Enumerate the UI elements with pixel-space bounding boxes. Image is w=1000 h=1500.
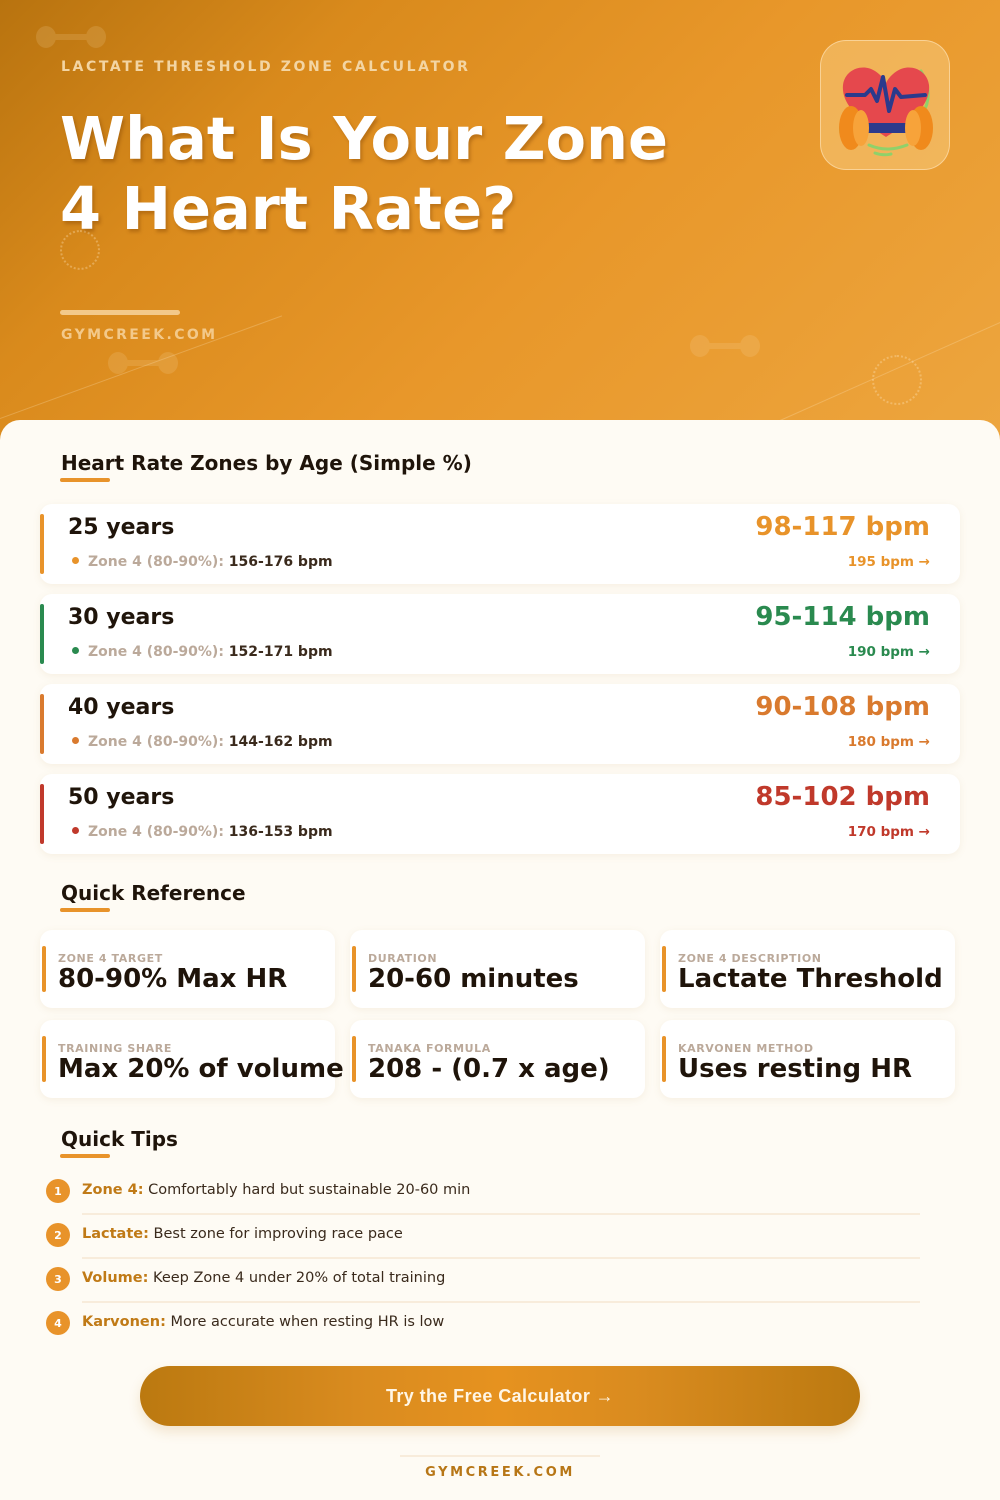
accent-bar	[42, 946, 46, 992]
tip-text	[82, 1182, 470, 1198]
zone4-label: Zone 4 (80-90%):	[88, 644, 224, 660]
zone4-label: Zone 4 (80-90%):	[88, 824, 224, 840]
ref-value: 80-90% Max HR	[58, 964, 288, 994]
zone4-line	[72, 644, 333, 660]
ref-value: Max 20% of volume	[58, 1054, 344, 1084]
tip-item	[46, 1310, 920, 1354]
tip-number-badge: 1	[46, 1179, 70, 1203]
zone-card-50	[40, 774, 960, 854]
tip-divider	[82, 1301, 920, 1303]
accent-bar	[352, 946, 356, 992]
reference-section-title: Quick Reference	[61, 881, 246, 905]
bullet-dot-icon	[72, 737, 79, 744]
heart-dumbbell-icon	[820, 40, 950, 170]
max-hr-link: 170 bpm →	[847, 824, 930, 840]
ref-card-zone4-target	[40, 930, 335, 1008]
tip-key: Lactate:	[82, 1226, 149, 1242]
tip-number-badge: 4	[46, 1311, 70, 1335]
ref-label: TRAINING SHARE	[58, 1042, 172, 1055]
accent-bar	[40, 604, 44, 664]
tip-number-badge: 2	[46, 1223, 70, 1247]
zone4-label: Zone 4 (80-90%):	[88, 734, 224, 750]
ref-card-karvonen-method	[660, 1020, 955, 1098]
dumbbell-decoration-icon	[690, 335, 760, 357]
tips-section-underline	[60, 1154, 110, 1158]
age-label: 25 years	[68, 515, 175, 540]
tip-divider	[82, 1257, 920, 1259]
zone4-line	[72, 824, 333, 840]
footer-site-label: GYMCREEK.COM	[425, 1465, 575, 1480]
zones-section-underline	[60, 478, 110, 482]
age-label: 40 years	[68, 695, 175, 720]
max-hr-link: 180 bpm →	[847, 734, 930, 750]
bullet-dot-icon	[72, 557, 79, 564]
tip-key: Zone 4:	[82, 1182, 144, 1198]
tip-item	[46, 1222, 920, 1266]
zone4-label: Zone 4 (80-90%):	[88, 554, 224, 570]
tips-section-title: Quick Tips	[61, 1127, 178, 1151]
accent-bar	[662, 946, 666, 992]
try-calculator-button[interactable]: Try the Free Calculator →	[140, 1366, 860, 1426]
accent-bar	[40, 784, 44, 844]
bullet-dot-icon	[72, 827, 79, 834]
tip-number-badge: 3	[46, 1267, 70, 1291]
ref-label: ZONE 4 TARGET	[58, 952, 163, 965]
zone4-value: 144-162 bpm	[228, 734, 333, 750]
ref-card-zone4-description	[660, 930, 955, 1008]
dumbbell-decoration-icon	[108, 352, 178, 374]
hero-divider	[60, 310, 180, 315]
zone4-value: 152-171 bpm	[228, 644, 333, 660]
age-label: 50 years	[68, 785, 175, 810]
zone4-value: 156-176 bpm	[228, 554, 333, 570]
zone-card-25	[40, 504, 960, 584]
tip-body: Comfortably hard but sustainable 20-60 min	[143, 1182, 471, 1198]
footer-divider	[400, 1455, 600, 1457]
ref-label: DURATION	[368, 952, 438, 965]
tip-body: Best zone for improving race pace	[148, 1226, 403, 1242]
accent-bar	[352, 1036, 356, 1082]
hr-range: 95-114 bpm	[755, 602, 930, 632]
zone4-value: 136-153 bpm	[228, 824, 333, 840]
hr-range: 98-117 bpm	[755, 512, 930, 542]
title-line-2: 4 Heart Rate?	[60, 174, 517, 243]
zone-card-40	[40, 684, 960, 764]
tip-text	[82, 1270, 445, 1286]
reference-section-underline	[60, 908, 110, 912]
ref-label: TANAKA FORMULA	[368, 1042, 491, 1055]
tip-body: More accurate when resting HR is low	[165, 1314, 445, 1330]
ref-value: 208 - (0.7 x age)	[368, 1054, 610, 1084]
ref-card-training-share	[40, 1020, 344, 1098]
ref-value: 20-60 minutes	[368, 964, 579, 994]
hero-site-label: GYMCREEK.COM	[61, 327, 218, 343]
zone4-line	[72, 734, 333, 750]
tip-key: Karvonen:	[82, 1314, 166, 1330]
ring-decoration-icon	[872, 355, 922, 405]
zone-card-30	[40, 594, 960, 674]
ref-card-tanaka-formula	[350, 1020, 645, 1098]
tip-item	[46, 1178, 920, 1222]
age-label: 30 years	[68, 605, 175, 630]
tip-text	[82, 1226, 403, 1242]
accent-bar	[42, 1036, 46, 1082]
ref-label: ZONE 4 DESCRIPTION	[678, 952, 822, 965]
tip-body: Keep Zone 4 under 20% of total training	[148, 1270, 446, 1286]
tip-key: Volume:	[82, 1270, 149, 1286]
tip-text	[82, 1314, 444, 1330]
ref-value: Lactate Threshold	[678, 964, 943, 994]
bullet-dot-icon	[72, 647, 79, 654]
ref-label: KARVONEN METHOD	[678, 1042, 814, 1055]
hr-range: 85-102 bpm	[755, 782, 930, 812]
accent-bar	[40, 694, 44, 754]
accent-bar	[662, 1036, 666, 1082]
title-line-1: What Is Your Zone	[60, 104, 669, 173]
accent-bar	[40, 514, 44, 574]
zone4-line	[72, 554, 333, 570]
ref-value: Uses resting HR	[678, 1054, 912, 1084]
max-hr-link: 195 bpm →	[847, 554, 930, 570]
tip-divider	[82, 1213, 920, 1215]
hero-banner	[0, 0, 1000, 460]
ref-card-duration	[350, 930, 645, 1008]
dumbbell-decoration-icon	[36, 26, 106, 48]
zones-section-title: Heart Rate Zones by Age (Simple %)	[61, 451, 472, 475]
kicker-label: LACTATE THRESHOLD ZONE CALCULATOR	[61, 59, 471, 75]
hr-range: 90-108 bpm	[755, 692, 930, 722]
tip-item	[46, 1266, 920, 1310]
max-hr-link: 190 bpm →	[847, 644, 930, 660]
page-title	[60, 104, 700, 244]
